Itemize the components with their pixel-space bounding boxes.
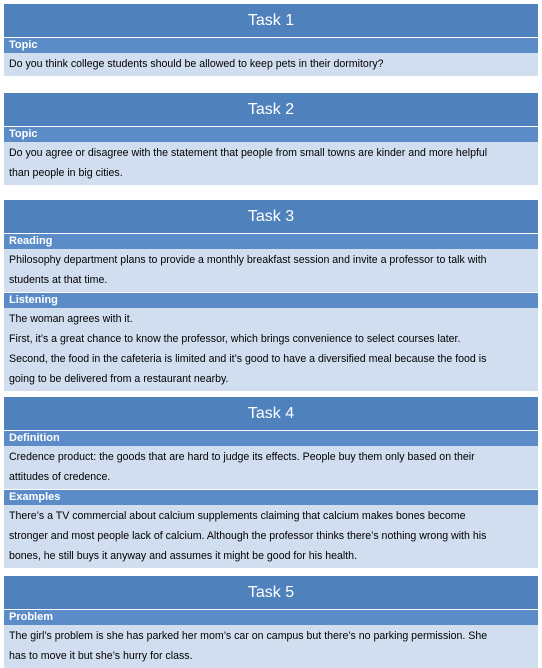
text-line: Philosophy department plans to provide a monthly breakfast session and invite a professor to talk with <box>9 254 487 266</box>
task-4-definition-text <box>4 446 538 489</box>
text-line: First, it’s a great chance to know the professor, which brings convenience to select courses later. <box>9 333 461 345</box>
text-line: Credence product: the goods that are hard to judge its effects. People buy them only based on their <box>9 451 475 463</box>
task-4-definition-label: Definition <box>4 430 538 446</box>
task-4-block <box>4 397 538 568</box>
task-1-block <box>4 4 538 76</box>
task-3-listening-text <box>4 308 538 391</box>
text-line: has to move it but she’s hurry for class. <box>9 650 193 662</box>
task-3-reading-label: Reading <box>4 233 538 249</box>
text-line: Second, the food in the cafeteria is limited and it’s good to have a diversified meal because the food is <box>9 353 487 365</box>
text-line: going to be delivered from a restaurant nearby. <box>9 373 229 385</box>
task-5-problem-text <box>4 625 538 668</box>
text-line: than people in big cities. <box>9 167 123 179</box>
task-4-examples-text <box>4 505 538 568</box>
task-3-listening-label: Listening <box>4 292 538 308</box>
task-5-block <box>4 576 538 668</box>
text-line: Do you think college students should be allowed to keep pets in their dormitory? <box>9 58 384 70</box>
task-5-title: Task 5 <box>4 576 538 609</box>
text-line: The girl’s problem is she has parked her mom’s car on campus but there’s no parking permission. She <box>9 630 488 642</box>
text-line: students at that time. <box>9 274 108 286</box>
text-line: bones, he still buys it anyway and assumes it might be good for his health. <box>9 550 358 562</box>
task-5-problem-label: Problem <box>4 609 538 625</box>
text-line: There’s a TV commercial about calcium supplements claiming that calcium makes bones become <box>9 510 466 522</box>
text-line: attitudes of credence. <box>9 471 111 483</box>
task-1-topic-text <box>4 53 538 76</box>
task-2-topic-text <box>4 142 538 185</box>
task-4-title: Task 4 <box>4 397 538 430</box>
task-2-topic-label: Topic <box>4 126 538 142</box>
task-1-title: Task 1 <box>4 4 538 37</box>
text-line: Do you agree or disagree with the statement that people from small towns are kinder and more helpful <box>9 147 488 159</box>
text-line: The woman agrees with it. <box>9 313 133 325</box>
task-1-topic-label: Topic <box>4 37 538 53</box>
task-2-title: Task 2 <box>4 93 538 126</box>
task-3-block <box>4 200 538 391</box>
text-line: stronger and most people lack of calcium. Although the professor thinks there’s nothing wrong with his <box>9 530 487 542</box>
task-3-reading-text <box>4 249 538 292</box>
task-4-examples-label: Examples <box>4 489 538 505</box>
task-2-block <box>4 93 538 185</box>
task-3-title: Task 3 <box>4 200 538 233</box>
